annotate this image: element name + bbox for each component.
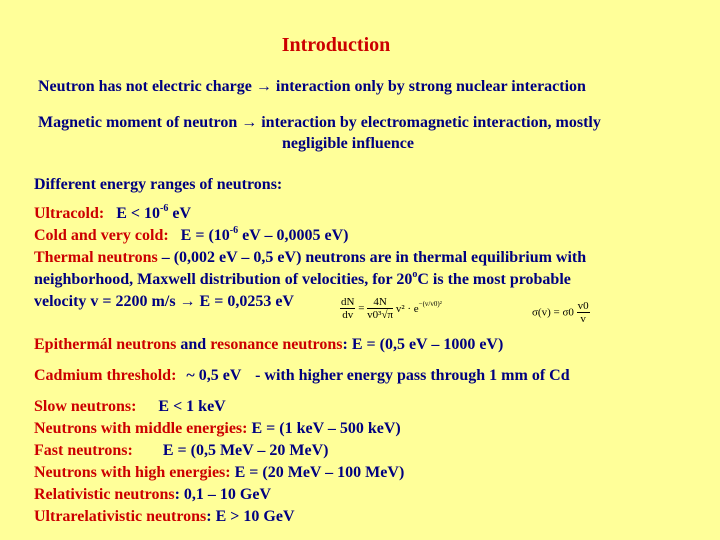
high-line bbox=[34, 462, 404, 485]
high-value: E = (20 MeV – 100 MeV) bbox=[230, 464, 405, 481]
ultracold-label: Ultracold: bbox=[34, 205, 105, 222]
formula-tail: $v^2 \cdot e^{-(v/v0)^2}$ bbox=[395, 299, 442, 315]
degree-mark: o bbox=[412, 268, 418, 280]
cold-label: Cold and very cold: bbox=[34, 227, 169, 244]
relativistic-line bbox=[34, 484, 271, 507]
energy-ranges-heading: Different energy ranges of neutrons: bbox=[34, 176, 283, 193]
cross-section-fraction: $\frac{v0}{v}$ bbox=[577, 300, 589, 325]
epithermal-value: : E = (0,5 eV – 1000 eV) bbox=[342, 336, 504, 353]
high-label: Neutrons with high energies: bbox=[34, 464, 231, 481]
cold-value: $E = (10^{-6}$ eV – 0,0005 eV) bbox=[180, 224, 349, 244]
fast-label: Fast neutrons: bbox=[34, 442, 133, 459]
ultrarelativistic-line bbox=[34, 506, 295, 529]
epithermal-and: and bbox=[176, 336, 211, 353]
slow-value: E < 1 keV bbox=[158, 398, 226, 415]
intro-line-magnetic-cont bbox=[282, 133, 414, 156]
relativistic-value: : 0,1 – 10 GeV bbox=[174, 486, 272, 503]
cadmium-line bbox=[34, 365, 570, 388]
middle-line bbox=[34, 418, 401, 441]
intro-magnetic-text: Magnetic moment of neutron → interaction by electromagnetic interaction, mostly bbox=[38, 114, 601, 131]
ultrarelativistic-label: Ultrarelativistic neutrons bbox=[34, 508, 207, 525]
cadmium-label: Cadmium threshold: bbox=[34, 367, 177, 384]
cadmium-text: - with higher energy pass through 1 mm of Cd bbox=[255, 367, 570, 384]
thermal-line-2 bbox=[34, 269, 571, 292]
ultrarelativistic-value: : E > 10 GeV bbox=[206, 508, 295, 525]
fast-value: E = (0,5 MeV – 20 MeV) bbox=[162, 442, 329, 459]
intro-charge-text: Neutron has not electric charge → interaction only by strong nuclear interaction bbox=[38, 78, 586, 95]
cold-line bbox=[34, 225, 349, 248]
formula-equals: = bbox=[358, 302, 365, 315]
slow-line bbox=[34, 396, 226, 419]
thermal-text-2: neighborhood, Maxwell distribution of velocities, for 20 bbox=[34, 271, 413, 288]
thermal-label: Thermal neutrons bbox=[34, 249, 158, 266]
thermal-text-2b: C is the most probable bbox=[417, 271, 571, 288]
middle-value: E = (1 keV – 500 keV) bbox=[247, 420, 401, 437]
epithermal-label: Epithermál neutrons bbox=[34, 336, 177, 353]
fast-line bbox=[34, 440, 329, 463]
cross-section-formula bbox=[532, 300, 592, 328]
formula-mid-fraction: $\frac{4N}{\text{v0³√π}}$ bbox=[367, 296, 394, 321]
intro-line-magnetic bbox=[38, 112, 601, 135]
intro-magnetic-text-cont: negligible influence bbox=[282, 135, 414, 152]
slow-label: Slow neutrons: bbox=[34, 398, 137, 415]
maxwell-distribution-formula bbox=[340, 296, 528, 332]
formula-lhs-fraction: $\frac{dN}{dv}$ bbox=[341, 296, 355, 321]
cross-section-lhs: σ(v) = σ0 bbox=[532, 306, 574, 319]
thermal-line-1 bbox=[34, 247, 586, 270]
cadmium-value: ~ 0,5 eV bbox=[186, 367, 242, 384]
epithermal-line bbox=[34, 334, 503, 357]
thermal-text-1: – (0,002 eV – 0,5 eV) neutrons are in thermal equilibrium with bbox=[157, 249, 587, 266]
middle-label: Neutrons with middle energies: bbox=[34, 420, 248, 437]
ultracold-line bbox=[34, 203, 191, 226]
resonance-label: resonance neutrons bbox=[210, 336, 343, 353]
intro-line-charge bbox=[38, 76, 586, 99]
slide-title: Introduction bbox=[281, 34, 391, 56]
relativistic-label: Relativistic neutrons bbox=[34, 486, 175, 503]
ultracold-value: $E < 10^{-6}$ eV bbox=[116, 202, 191, 222]
thermal-line-3: velocity v = 2200 m/s → E = 0,0253 eV bbox=[34, 293, 294, 310]
